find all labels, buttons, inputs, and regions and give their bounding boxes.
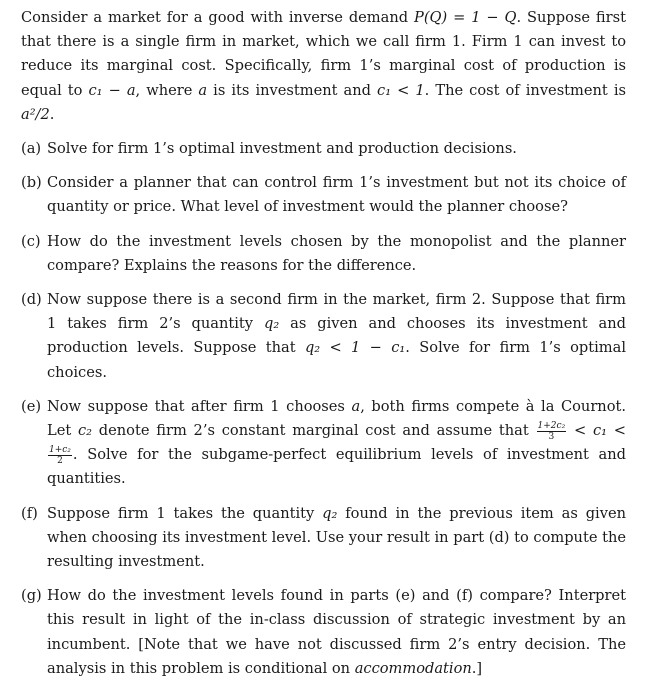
question-c (21, 230, 626, 278)
demand-formula: P(Q) = 1 − Q (414, 9, 517, 26)
question-e (21, 395, 626, 492)
investment-cost-formula: a²/2 (21, 105, 50, 123)
firm2-quantity: q₂ (322, 504, 338, 522)
investment-variable: a (351, 397, 361, 415)
fraction-upper-bound: $\frac{\text{1+c₂}}{2}$ (49, 444, 71, 466)
question-f (21, 502, 626, 575)
question-label: (b) (21, 174, 42, 192)
question-label: (f) (21, 504, 38, 522)
cost-inequality: < c₁ < (567, 422, 626, 440)
question-text: Suppose firm 1 takes the quantity q₂ found in the previous item as given when choosing its investment level. Use your result in part (d) to compute the resulting investment. (47, 504, 626, 571)
question-text: How do the investment levels chosen by the monopolist and the planner compare? Explains the reasons for the difference. (47, 232, 626, 274)
fraction-lower-bound: $\frac{\text{1+2c₂}}{3}$ (537, 420, 566, 442)
emphasis-accommodation: accommodation (354, 659, 472, 677)
firm2-quantity: q₂ (263, 315, 280, 333)
question-label: (c) (21, 232, 41, 250)
question-label: (g) (21, 587, 42, 605)
investment-variable: a (198, 81, 208, 99)
question-g (21, 584, 626, 681)
question-text: Solve for firm 1’s optimal investment and production decisions. (47, 140, 517, 158)
question-a (21, 137, 626, 161)
question-text: Consider a planner that can control firm 1’s investment but not its choice of quantity or price. What level of investment would the planner choose? (47, 174, 626, 216)
question-list (21, 137, 626, 681)
question-text: Now suppose that after firm 1 chooses a, both firms compete à la Cournot. Let c₂ denote firm 2’s constant marginal cost and assume that $\frac{\text{1+2c₂}}{3}$ < c₁ < $\frac{\text{1+c₂}}{2}$ . Solve for the subgame-perfect equilibrium levels of investment and quantities. (47, 397, 626, 488)
firm2-cost: c₂ (77, 422, 93, 440)
question-d (21, 288, 626, 385)
problem-intro: Consider a market for a good with inverse demand P(Q) = 1 − Q. Suppose first that there is a single firm in market, which we call firm 1. Firm 1 can invest to reduce its marginal cost. Specifically, firm 1’s marginal cost of production is equal to c₁ − a, where a is its investment and c₁ < 1. The cost of investment is a²/2. (21, 9, 626, 123)
quantity-condition: q₂ < 1 − c₁ (304, 339, 406, 357)
cost-condition: c₁ < 1 (377, 81, 425, 99)
question-text: How do the investment levels found in parts (e) and (f) compare? Interpret this result in light of the in-class discussion of strategic investment by an incumbent. [Note that we have not discussed firm 2’s entry decision. The analysis in this problem is conditional on accommodation.] (47, 587, 626, 677)
question-b (21, 171, 626, 219)
marginal-cost-formula: c₁ − a (88, 81, 136, 99)
question-label: (d) (21, 291, 42, 309)
question-label: (a) (21, 140, 42, 158)
problem-document (21, 6, 626, 681)
question-label: (e) (21, 397, 42, 415)
question-text: Now suppose there is a second firm in the market, firm 2. Suppose that firm 1 takes firm 2’s quantity q₂ as given and chooses its investment and production levels. Suppose that q₂ < 1 − c₁. Solve for firm 1’s optimal choices. (47, 291, 626, 381)
